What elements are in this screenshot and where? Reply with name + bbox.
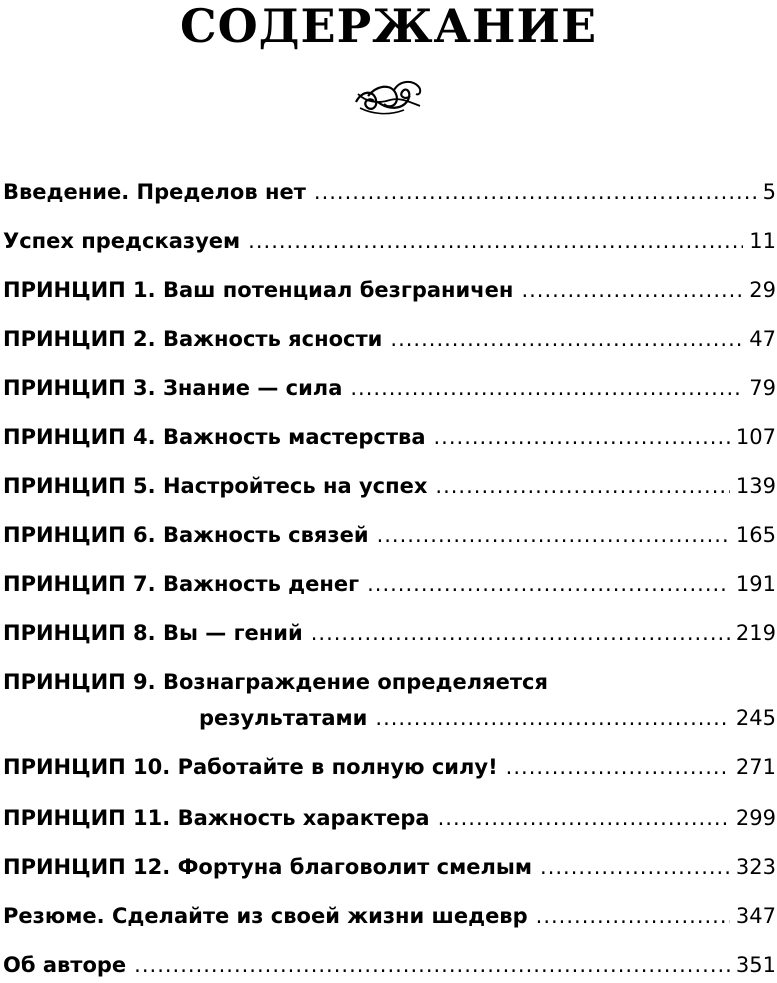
leader-dots bbox=[367, 566, 730, 602]
toc-entry[interactable] bbox=[3, 664, 776, 736]
toc-entry[interactable] bbox=[3, 174, 776, 210]
page-title: СОДЕРЖАНИЕ bbox=[179, 0, 598, 53]
leader-dots bbox=[311, 615, 730, 651]
toc-entry[interactable] bbox=[3, 749, 776, 785]
toc-entry-title-continued: результатами bbox=[199, 706, 368, 730]
leader-dots bbox=[435, 468, 730, 504]
toc-entry-page: 219 bbox=[735, 621, 776, 645]
flourish-ornament-icon bbox=[348, 72, 428, 122]
toc-entry-title: ПРИНЦИП 3. Знание — сила bbox=[3, 376, 343, 400]
toc-entry-page: 191 bbox=[735, 572, 776, 596]
toc-entry[interactable] bbox=[3, 517, 776, 553]
toc-entry-page: 29 bbox=[749, 278, 776, 302]
toc-entry-page: 347 bbox=[735, 904, 776, 928]
toc-entry[interactable] bbox=[3, 370, 776, 406]
toc-entry[interactable] bbox=[3, 947, 776, 983]
leader-dots bbox=[536, 898, 730, 934]
leader-dots bbox=[390, 321, 743, 357]
toc-entry-title: ПРИНЦИП 5. Настройтесь на успех bbox=[3, 474, 428, 498]
toc-entry[interactable] bbox=[3, 419, 776, 455]
toc-entry-title: ПРИНЦИП 9. Вознаграждение определяется bbox=[3, 670, 548, 694]
toc-entry-title: ПРИНЦИП 11. Важность характера bbox=[3, 806, 430, 830]
toc-entry-title: ПРИНЦИП 4. Важность мастерства bbox=[3, 425, 426, 449]
toc-entry[interactable] bbox=[3, 849, 776, 885]
toc-entry[interactable] bbox=[3, 223, 776, 259]
toc-entry-page: 245 bbox=[735, 706, 776, 730]
leader-dots bbox=[350, 370, 743, 406]
toc-entry[interactable] bbox=[3, 321, 776, 357]
toc-entry-page: 271 bbox=[735, 755, 776, 779]
toc-entry-page: 299 bbox=[735, 806, 776, 830]
toc-entry-title: ПРИНЦИП 10. Работайте в полную силу! bbox=[3, 755, 498, 779]
toc-entry-title: Введение. Пределов нет bbox=[3, 180, 306, 204]
leader-dots bbox=[377, 517, 730, 553]
toc-entry-page: 139 bbox=[735, 474, 776, 498]
toc-entry[interactable] bbox=[3, 272, 776, 308]
toc-entry[interactable] bbox=[3, 566, 776, 602]
leader-dots bbox=[248, 223, 743, 259]
toc-entry[interactable] bbox=[3, 468, 776, 504]
leader-dots bbox=[540, 849, 730, 885]
leader-dots bbox=[506, 749, 730, 785]
toc-entry-title: ПРИНЦИП 12. Фортуна благоволит смелым bbox=[3, 855, 533, 879]
toc-entry-page: 107 bbox=[735, 425, 776, 449]
toc-entry-page: 11 bbox=[749, 229, 776, 253]
leader-dots bbox=[438, 800, 730, 836]
toc-entry-page: 323 bbox=[735, 855, 776, 879]
toc-entry-page: 47 bbox=[749, 327, 776, 351]
leader-dots bbox=[375, 700, 730, 736]
toc-entry-title: ПРИНЦИП 8. Вы — гений bbox=[3, 621, 303, 645]
leader-dots bbox=[434, 419, 730, 455]
toc-entry-page: 5 bbox=[762, 180, 776, 204]
toc-entry-title: ПРИНЦИП 2. Важность ясности bbox=[3, 327, 383, 351]
toc-entry-title: ПРИНЦИП 1. Ваш потенциал безграничен bbox=[3, 278, 514, 302]
toc-entry-title: Успех предсказуем bbox=[3, 229, 241, 253]
leader-dots bbox=[521, 272, 743, 308]
toc-entry-page: 351 bbox=[735, 953, 776, 977]
toc-entry-title: ПРИНЦИП 6. Важность связей bbox=[3, 523, 369, 547]
toc-entry[interactable] bbox=[3, 615, 776, 651]
leader-dots bbox=[134, 947, 730, 983]
toc-entry[interactable] bbox=[3, 800, 776, 836]
toc-entry-title: ПРИНЦИП 7. Важность денег bbox=[3, 572, 360, 596]
toc-entry[interactable] bbox=[3, 898, 776, 934]
leader-dots bbox=[314, 174, 757, 210]
toc-entry-title: Об авторе bbox=[3, 953, 127, 977]
toc-entry-page: 79 bbox=[749, 376, 776, 400]
toc-entry-title: Резюме. Сделайте из своей жизни шедевр bbox=[3, 904, 528, 928]
toc-entry-page: 165 bbox=[735, 523, 776, 547]
